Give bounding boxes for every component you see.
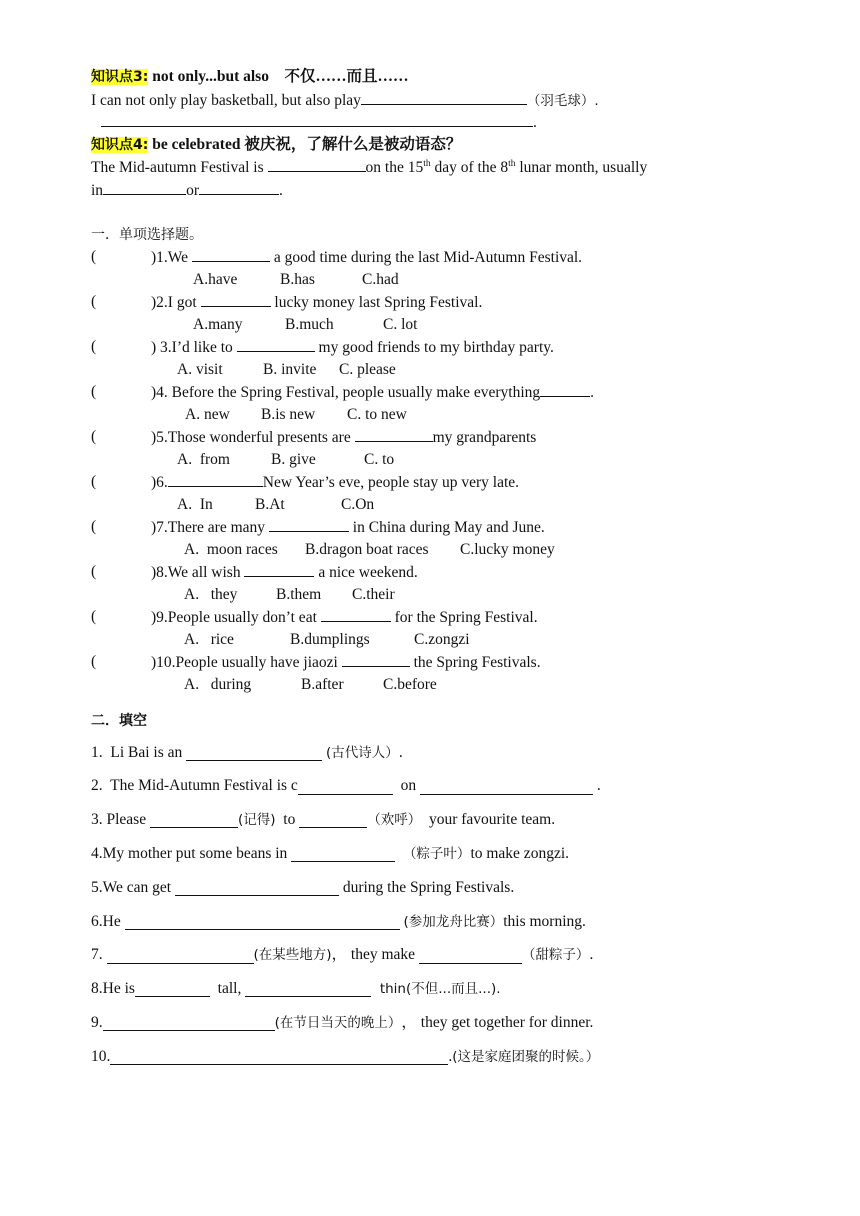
kp3-sentence-text: I can not only play basketball, but also play bbox=[91, 91, 361, 109]
fill-blank[interactable] bbox=[110, 1049, 448, 1065]
fill-text: on bbox=[392, 777, 420, 795]
option-a[interactable]: A.many bbox=[193, 315, 243, 333]
question-stem-end: the Spring Festivals. bbox=[409, 654, 541, 671]
question-list bbox=[91, 246, 731, 696]
option-c[interactable]: C.before bbox=[383, 675, 437, 693]
question-stem: )8.We all wish bbox=[151, 564, 245, 581]
answer-paren[interactable]: ( bbox=[91, 293, 97, 310]
option-c[interactable]: C.On bbox=[341, 495, 375, 513]
fill-blank[interactable] bbox=[298, 779, 393, 795]
question-blank[interactable] bbox=[342, 651, 410, 667]
kp3-label: 知识点3: bbox=[91, 69, 149, 85]
fill-text: 2. The Mid-Autumn Festival is c bbox=[91, 777, 298, 795]
question-text bbox=[151, 246, 582, 270]
fill-item bbox=[91, 939, 731, 973]
question-blank[interactable] bbox=[237, 336, 315, 352]
question-blank[interactable] bbox=[201, 291, 271, 307]
question-text bbox=[151, 651, 541, 675]
question-stem-end: in China during May and June. bbox=[348, 519, 545, 536]
fill-text: （粽子叶） bbox=[402, 846, 471, 863]
fill-text: (在某些地方) bbox=[253, 947, 332, 964]
kp3-title: not only...but also 不仅……而且…… bbox=[148, 68, 409, 85]
fill-item bbox=[91, 804, 731, 838]
question-text bbox=[151, 426, 536, 450]
question-blank[interactable] bbox=[355, 426, 433, 442]
question-row bbox=[91, 471, 731, 494]
question-row bbox=[91, 291, 731, 314]
question-stem: )4. Before the Spring Festival, people usually make everything bbox=[151, 384, 541, 401]
fill-item bbox=[91, 736, 731, 770]
option-a[interactable]: A. visit bbox=[177, 360, 223, 378]
fill-text: （欢呼） bbox=[367, 812, 422, 829]
fill-text: (古代诗人） bbox=[326, 744, 399, 761]
question-text bbox=[151, 471, 519, 495]
question-text bbox=[151, 606, 538, 630]
question-stem-end: lucky money last Spring Festival. bbox=[270, 294, 483, 311]
option-row bbox=[91, 449, 731, 472]
option-b[interactable]: B.is new bbox=[261, 405, 316, 423]
fill-text: 3. Please bbox=[91, 811, 150, 829]
option-a[interactable]: A. In bbox=[177, 495, 213, 513]
question-blank[interactable] bbox=[244, 561, 314, 577]
fill-text: 10. bbox=[91, 1047, 111, 1065]
option-row bbox=[91, 359, 731, 382]
question-row bbox=[91, 606, 731, 629]
question-stem-end: my good friends to my birthday party. bbox=[314, 339, 554, 356]
fill-blank[interactable] bbox=[107, 948, 254, 964]
answer-paren[interactable]: ( bbox=[91, 383, 97, 400]
fill-text: tall, bbox=[209, 980, 246, 998]
fill-blank[interactable] bbox=[175, 880, 339, 896]
fill-blank[interactable] bbox=[125, 914, 400, 930]
option-row bbox=[91, 494, 731, 517]
kp4-heading bbox=[91, 134, 731, 157]
question-stem: )10.People usually have jiaozi bbox=[151, 654, 342, 671]
kp4-blank-1[interactable] bbox=[268, 156, 366, 172]
option-a[interactable]: A. from bbox=[177, 450, 230, 468]
answer-paren[interactable]: ( bbox=[91, 428, 97, 445]
section2-title: 二．填空 bbox=[91, 713, 147, 729]
fill-text: 6.He bbox=[91, 912, 125, 930]
option-c[interactable]: C.lucky money bbox=[460, 540, 555, 558]
question-stem: )9.People usually don’t eat bbox=[151, 609, 321, 626]
fill-text: during the Spring Festivals. bbox=[338, 878, 515, 896]
option-b[interactable]: B.has bbox=[280, 270, 315, 288]
fill-text: . bbox=[398, 743, 403, 761]
fill-item bbox=[91, 770, 731, 804]
fill-blank[interactable] bbox=[419, 948, 522, 964]
fill-text: (记得) bbox=[237, 812, 276, 829]
fill-item bbox=[91, 905, 731, 939]
question-blank[interactable] bbox=[540, 381, 590, 397]
fill-text: 1. Li Bai is an bbox=[91, 743, 187, 761]
question-stem-end: a nice weekend. bbox=[314, 564, 418, 581]
fill-blank[interactable] bbox=[186, 745, 322, 761]
kp4-text-6: or bbox=[186, 181, 199, 199]
option-row bbox=[91, 629, 731, 652]
option-row bbox=[91, 269, 731, 292]
option-c[interactable]: C. to bbox=[364, 450, 395, 468]
option-a[interactable]: A. new bbox=[185, 405, 230, 423]
fill-item bbox=[91, 871, 731, 905]
answer-paren[interactable]: ( bbox=[91, 518, 97, 535]
option-a[interactable]: A.have bbox=[193, 270, 238, 288]
question-stem: )1.We bbox=[151, 249, 192, 266]
question-text bbox=[151, 516, 545, 540]
fill-blank[interactable] bbox=[135, 981, 210, 997]
kp4-text-3: day of the 8 bbox=[430, 159, 509, 176]
fill-text: ， they make bbox=[331, 946, 419, 964]
question-row bbox=[91, 561, 731, 584]
fill-text: . bbox=[448, 1047, 453, 1065]
question-stem: )7.There are many bbox=[151, 519, 269, 536]
option-a[interactable]: A. during bbox=[184, 675, 252, 693]
question-row bbox=[91, 651, 731, 674]
option-b[interactable]: B. invite bbox=[263, 360, 317, 378]
fill-list bbox=[91, 736, 731, 1074]
question-text bbox=[151, 291, 482, 315]
kp3-sentence bbox=[91, 89, 731, 112]
kp4-sentence-2 bbox=[91, 179, 731, 202]
kp4-title: be celebrated 被庆祝，了解什么是被动语态？ bbox=[148, 135, 462, 153]
option-a[interactable]: A. moon races bbox=[184, 540, 278, 558]
fill-text: . bbox=[592, 777, 601, 795]
fill-text: 7. bbox=[91, 946, 107, 964]
kp4-text-2: on the 15 bbox=[365, 159, 424, 176]
kp4-blank-3[interactable] bbox=[199, 179, 279, 195]
option-c[interactable]: C.zongzi bbox=[414, 630, 470, 648]
question-stem: )2.I got bbox=[151, 294, 201, 311]
question-blank[interactable] bbox=[192, 246, 270, 262]
section1-title: 一．单项选择题。 bbox=[91, 226, 203, 243]
kp4-text-5: in bbox=[91, 181, 104, 199]
question-row bbox=[91, 381, 731, 404]
question-stem: ) 3.I’d like to bbox=[151, 339, 237, 356]
question-stem-end: my grandparents bbox=[432, 429, 537, 446]
fill-text: 9. bbox=[91, 1014, 103, 1032]
question-stem-end: for the Spring Festival. bbox=[390, 609, 538, 626]
kp4-sup-1: th bbox=[423, 158, 431, 169]
fill-blank[interactable] bbox=[420, 779, 593, 795]
fill-text: thin(不但...而且...). bbox=[371, 981, 501, 998]
kp3-blank-2[interactable] bbox=[101, 111, 533, 127]
fill-text: to bbox=[275, 811, 300, 829]
option-a[interactable]: A. rice bbox=[184, 630, 234, 648]
answer-paren[interactable]: ( bbox=[91, 248, 97, 265]
fill-text: 5.We can get bbox=[91, 878, 175, 896]
fill-text: （甜粽子） bbox=[521, 947, 590, 964]
option-b[interactable]: B.dragon boat races bbox=[305, 540, 429, 558]
answer-paren[interactable]: ( bbox=[91, 563, 97, 580]
kp4-sup-2: th bbox=[508, 158, 516, 169]
question-stem-end: a good time during the last Mid-Autumn Festival. bbox=[269, 249, 583, 266]
option-b[interactable]: B.At bbox=[255, 495, 285, 513]
question-row bbox=[91, 246, 731, 269]
option-b[interactable]: B.much bbox=[285, 315, 334, 333]
option-row bbox=[91, 314, 731, 337]
question-row bbox=[91, 426, 731, 449]
fill-item bbox=[91, 973, 731, 1007]
fill-blank[interactable] bbox=[103, 1015, 275, 1031]
fill-blank[interactable] bbox=[299, 812, 367, 828]
fill-blank[interactable] bbox=[245, 981, 371, 997]
fill-text: to make zongzi. bbox=[470, 845, 570, 863]
option-c[interactable]: C.had bbox=[362, 270, 399, 288]
fill-blank[interactable] bbox=[150, 812, 238, 828]
option-b[interactable]: B.after bbox=[301, 675, 344, 693]
option-row bbox=[91, 674, 731, 697]
fill-item bbox=[91, 1040, 731, 1074]
option-c[interactable]: C. to new bbox=[347, 405, 407, 423]
kp3-line2 bbox=[91, 111, 731, 134]
option-c[interactable]: C. lot bbox=[383, 315, 418, 333]
question-blank[interactable] bbox=[269, 516, 349, 532]
kp3-blank-1[interactable] bbox=[361, 89, 527, 105]
kp4-text-1: The Mid-autumn Festival is bbox=[91, 159, 268, 176]
worksheet-page bbox=[91, 66, 731, 1074]
kp4-label: 知识点4: bbox=[91, 136, 149, 153]
fill-item bbox=[91, 1006, 731, 1040]
question-row bbox=[91, 516, 731, 539]
answer-paren[interactable]: ( bbox=[91, 608, 97, 625]
question-text bbox=[151, 561, 418, 585]
fill-text: 8.He is bbox=[91, 980, 135, 998]
fill-blank[interactable] bbox=[291, 846, 395, 862]
option-row bbox=[91, 404, 731, 427]
fill-text: 4.My mother put some beans in bbox=[91, 845, 292, 863]
option-b[interactable]: B.them bbox=[276, 585, 322, 603]
kp4-sentence-1 bbox=[91, 156, 731, 179]
fill-text: (这是家庭团聚的时候。） bbox=[452, 1048, 600, 1065]
option-row bbox=[91, 539, 731, 562]
option-b[interactable]: B. give bbox=[271, 450, 316, 468]
kp4-blank-2[interactable] bbox=[103, 179, 186, 195]
fill-text: (在节日当天的晚上） bbox=[274, 1015, 402, 1032]
answer-paren[interactable]: ( bbox=[91, 338, 97, 355]
fill-text: your favourite team. bbox=[421, 811, 556, 829]
fill-item bbox=[91, 837, 731, 871]
question-blank[interactable] bbox=[321, 606, 391, 622]
question-stem: )5.Those wonderful presents are bbox=[151, 429, 355, 446]
question-text bbox=[151, 381, 594, 405]
question-stem: )6. bbox=[151, 474, 168, 491]
question-stem-end: New Year’s eve, people stay up very late. bbox=[262, 474, 520, 491]
fill-text: . bbox=[589, 946, 594, 964]
option-b[interactable]: B.dumplings bbox=[290, 630, 370, 648]
kp3-hint: （羽毛球）. bbox=[526, 92, 599, 109]
fill-text bbox=[395, 843, 403, 866]
fill-text: ， they get together for dinner. bbox=[401, 1014, 594, 1032]
question-blank[interactable] bbox=[168, 471, 263, 487]
option-c[interactable]: C.their bbox=[352, 585, 395, 603]
answer-paren[interactable]: ( bbox=[91, 653, 97, 670]
question-row bbox=[91, 336, 731, 359]
option-row bbox=[91, 584, 731, 607]
question-text bbox=[151, 336, 554, 360]
fill-text: this morning. bbox=[503, 912, 586, 930]
fill-text: (参加龙舟比赛） bbox=[403, 913, 504, 930]
option-a[interactable]: A. they bbox=[184, 585, 238, 603]
kp3-line2-period: . bbox=[533, 114, 537, 131]
option-c[interactable]: C. please bbox=[339, 360, 396, 378]
kp3-heading bbox=[91, 66, 731, 89]
question-stem-end: . bbox=[590, 384, 595, 401]
kp4-text-7: . bbox=[278, 181, 283, 199]
kp4-text-4: lunar month, usually bbox=[515, 159, 648, 176]
answer-paren[interactable]: ( bbox=[91, 473, 97, 490]
